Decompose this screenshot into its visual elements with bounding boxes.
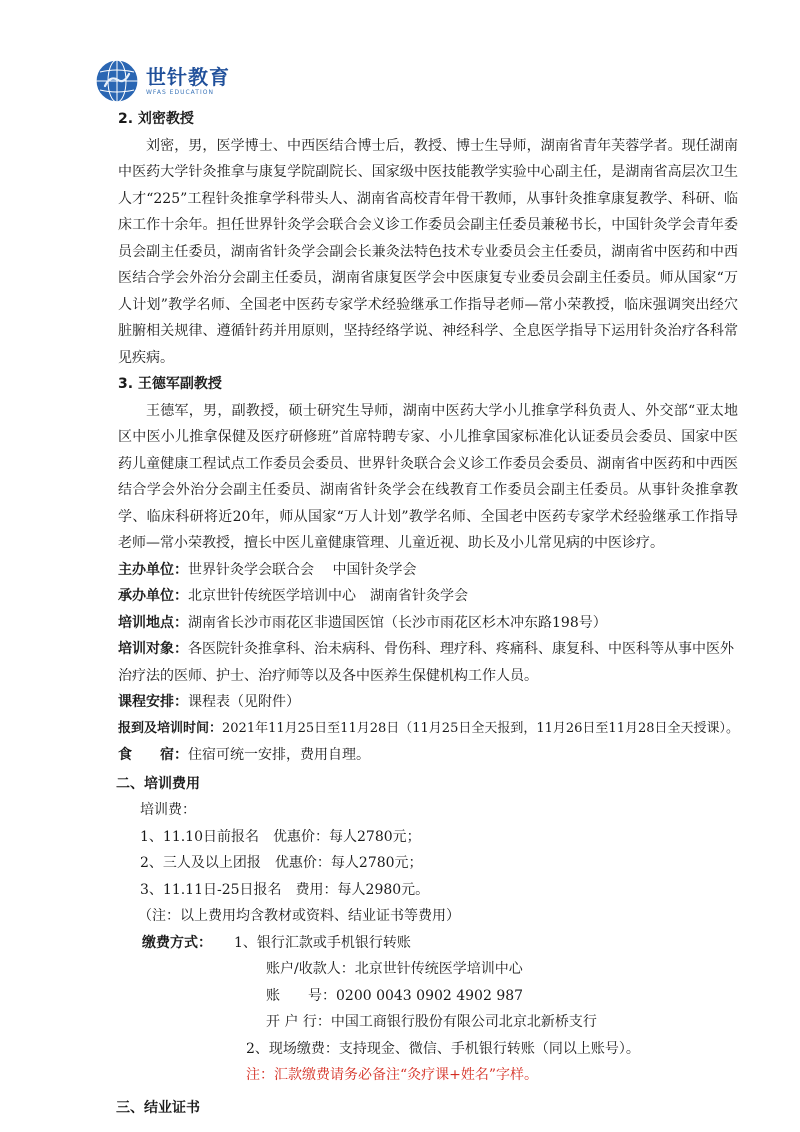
fee-item-2-label: 2、三人及以上团报 <box>140 855 261 871</box>
organizer-value: 世界针灸学会联合会 中国针灸学会 <box>188 561 417 578</box>
fees-note: （注：以上费用均含教材或资料、结业证书等费用） <box>138 908 460 924</box>
coorganizer-value: 北京世针传统医学培训中心 湖南省针灸学会 <box>188 588 468 604</box>
audience-value: 各医院针灸推拿科、治未病科、骨伤科、理疗科、疼痛科、康复科、中医科等从事中医外治疗法的医师、护士、治疗师等以及各中医养生保健机构工作人员。 <box>118 641 734 684</box>
payment-method-2-label: 2、现场缴费： <box>246 1040 339 1057</box>
bank-value: 中国工商银行股份有限公司北京北新桥支行 <box>330 1014 597 1030</box>
fee-item-3-price: 费用：每人2980元。 <box>295 881 430 898</box>
teacher-2-bio: 刘密，男，医学博士、中西医结合博士后，教授、博士生导师，湖南省青年芙蓉学者。现任湖南中医药大学针灸推拿与康复学院副院长、国家级中医技能教学实验中心副主任，是湖南省高层次卫生人才“225”工程针灸推拿学科带头人、湖南省高校青年骨干教师，从事针灸推拿康复教学、科研、临床工作十余年。担任世界针灸学会联合会义诊工作委员会副主任委员兼秘书长，中国针灸学会青年委员会副主任委员，湖南省针灸学会副会长兼灸法特色技术专业委员会主任委员，湖南省中医药和中西医结合学会外治分会副主任委员，湖南省康复医学会中医康复专业委员会副主任委员。师从国家“万人计划”教学名师、全国老中医药专家学术经验继承工作指导老师—常小荣教授，临床强调突出经穴脏腑相关规律、遵循针药并用原则，坚持经络学说、神经科学、全息医学指导下运用针灸治疗各科常见疾病。 <box>118 137 738 366</box>
fee-item-3 <box>118 877 738 904</box>
teacher-3-heading: 3. 王德军副教授 <box>118 376 222 392</box>
payee-label: 账户/收款人： <box>266 961 355 977</box>
fee-item-2-price: 优惠价：每人2780元； <box>274 855 423 871</box>
certificate-heading: 三、结业证书 <box>116 1099 200 1116</box>
lodging-label: 食 宿： <box>118 747 188 763</box>
payee-row <box>118 956 738 983</box>
fee-item-3-label: 3、11.11日-25日报名 <box>140 881 282 898</box>
account-row <box>118 983 738 1010</box>
logo-english-text: WFAS EDUCATION <box>146 89 214 96</box>
organizer-label: 主办单位： <box>118 561 188 578</box>
coorganizer-row <box>118 583 738 610</box>
fee-item-1 <box>118 824 738 851</box>
payment-method-1: 1、银行汇款或手机银行转账 <box>234 934 411 951</box>
fee-item-2 <box>118 850 738 877</box>
schedule-value: 课程表（见附件） <box>188 694 300 710</box>
payment-method-2-row <box>118 1036 738 1063</box>
fee-item-1-price: 优惠价：每人2780元； <box>273 828 421 845</box>
payment-row <box>118 930 738 957</box>
globe-icon <box>94 58 140 104</box>
payment-label: 缴费方式： <box>142 934 212 951</box>
fee-item-1-label: 1、11.10日前报名 <box>140 828 259 845</box>
schedule-row <box>118 689 738 716</box>
document-body <box>118 106 738 1121</box>
fees-intro: 培训费： <box>140 802 196 818</box>
time-row <box>118 716 738 743</box>
logo-chinese-text: 世针教育 <box>146 65 230 89</box>
location-value: 湖南省长沙市雨花区非遗国医馆（长沙市雨花区杉木冲东路198号） <box>188 614 607 631</box>
fees-heading: 二、培训费用 <box>116 775 200 792</box>
bank-label: 开 户 行： <box>266 1014 331 1030</box>
lodging-row <box>118 742 738 769</box>
wfas-education-logo <box>94 58 230 104</box>
account-value: 0200 0043 0902 4902 987 <box>336 987 524 1004</box>
coorganizer-label: 承办单位： <box>118 588 188 604</box>
payment-method-2-value: 支持现金、微信、手机银行转账（同以上账号）。 <box>338 1040 640 1057</box>
audience-row <box>118 636 738 689</box>
payment-warning: 注：汇款缴费请务必备注“灸疗课+姓名”字样。 <box>246 1067 539 1083</box>
payee-value: 北京世针传统医学培训中心 <box>354 961 523 977</box>
location-row <box>118 610 738 637</box>
account-label: 账 号： <box>266 987 336 1004</box>
teacher-2-heading: 2. 刘密教授 <box>118 111 194 127</box>
teacher-3-bio: 王德军，男，副教授，硕士研究生导师，湖南中医药大学小儿推拿学科负责人、外交部“亚太地区中医小儿推拿保健及医疗研修班”首席特聘专家、小儿推拿国家标准化认证委员会委员、国家中医药儿童健康工程试点工作委员会委员、世界针灸联合会义诊工作委员会委员、湖南省中医药和中西医结合学会外治分会副主任委员、湖南省针灸学会在线教育工作委员会副主任委员。从事针灸推拿教学、临床科研将近20年，师从国家“万人计划”教学名师、全国老中医药专家学术经验继承工作指导老师—常小荣教授，擅长中医儿童健康管理、儿童近视、助长及小儿常见病的中医诊疗。 <box>118 402 738 551</box>
lodging-value: 住宿可统一安排，费用自理。 <box>188 747 370 763</box>
organizer-row <box>118 557 738 584</box>
location-label: 培训地点： <box>118 614 188 631</box>
audience-label: 培训对象： <box>118 641 188 657</box>
schedule-label: 课程安排： <box>118 694 188 710</box>
time-value: 2021年11月25日至11月28日（11月25日全天报到，11月26日至11月28日全天授课）。 <box>222 720 740 736</box>
time-label: 报到及培训时间： <box>118 720 223 736</box>
bank-row <box>118 1009 738 1036</box>
